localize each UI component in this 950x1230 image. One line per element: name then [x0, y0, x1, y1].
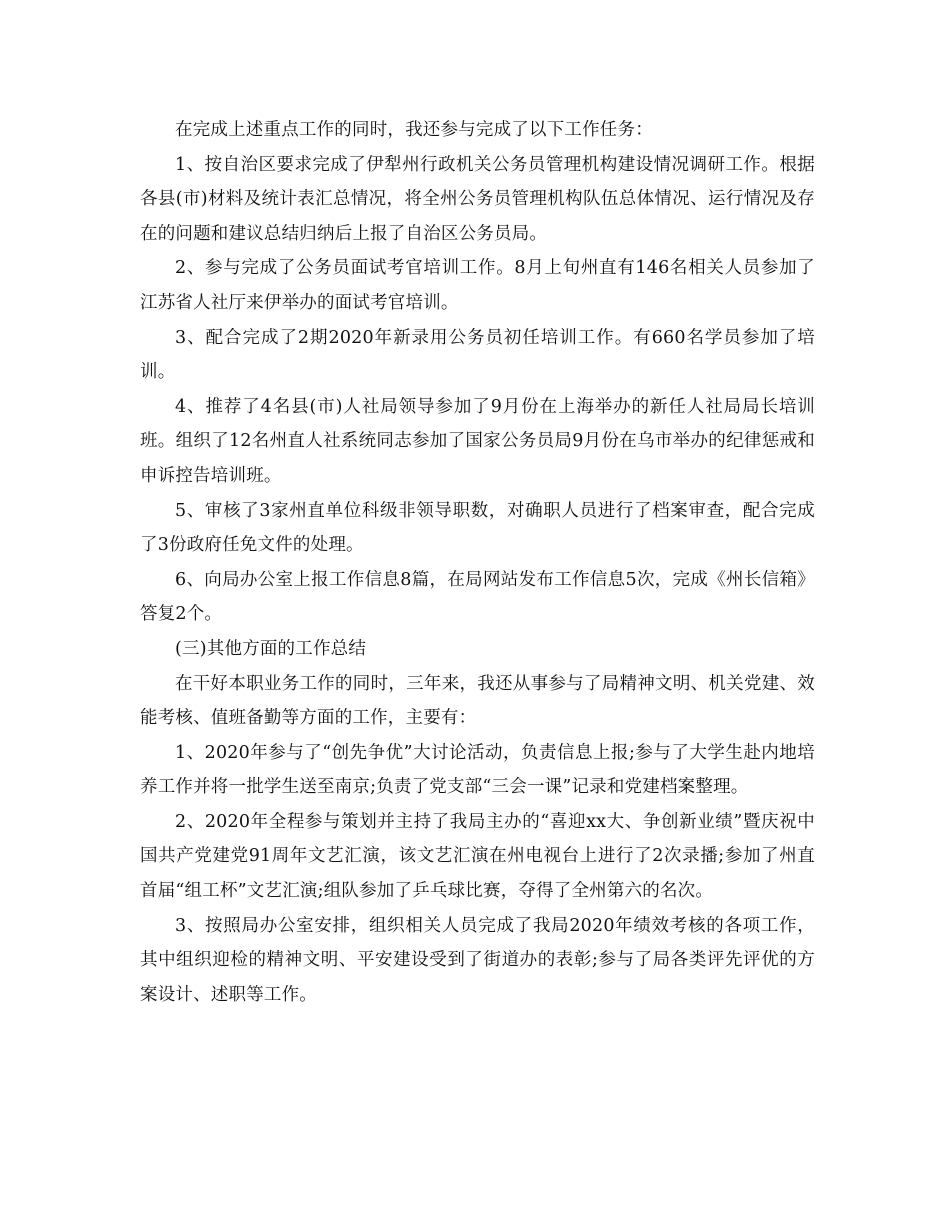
- paragraph-item-6: 6、向局办公室上报工作信息8篇，在局网站发布工作信息5次，完成《州长信箱》答复2个。: [140, 569, 815, 625]
- paragraph-item-2: 2、参与完成了公务员面试考官培训工作。8月上旬州直有146名相关人员参加了江苏省人社厅来伊举办的面试考官培训。: [140, 258, 815, 313]
- paragraph-other-1: 1、2020年参与了“创先争优”大讨论活动，负责信息上报;参与了大学生赴内地培养工作并将一批学生送至南京;负责了党支部“三会一课”记录和党建档案整理。: [140, 742, 815, 798]
- paragraph-item-5: 5、审核了3家州直单位科级非领导职数，对确职人员进行了档案审查，配合完成了3份政府任免文件的处理。: [140, 500, 815, 556]
- paragraph-other-3: 3、按照局办公室安排，组织相关人员完成了我局2020年绩效考核的各项工作，其中组织迎检的精神文明、平安建设受到了街道办的表彰;参与了局各类评先评优的方案设计、述职等工作。: [140, 915, 815, 1005]
- paragraph-item-4: 4、推荐了4名县(市)人社局领导参加了9月份在上海举办的新任人社局局长培训班。组织了12名州直人社系统同志参加了国家公务员局9月份在乌市举办的纪律惩戒和申诉控告培训班。: [140, 396, 815, 486]
- paragraph-intro: 在完成上述重点工作的同时，我还参与完成了以下工作任务：: [175, 120, 653, 140]
- paragraph-other-2: 2、2020年全程参与策划并主持了我局主办的“喜迎xx大、争创新业绩”暨庆祝中国共产党建党91周年文艺汇演，该文艺汇演在州电视台上进行了2次录播;参加了州直首届“组工杯”文艺汇演;组队参加了乒乓球比赛，夺得了全州第六的名次。: [140, 811, 815, 902]
- paragraph-item-1: 1、按自治区要求完成了伊犁州行政机关公务员管理机构建设情况调研工作。根据各县(市)材料及统计表汇总情况，将全州公务员管理机构队伍总体情况、运行情况及存在的问题和建议总结归纳后上报了自治区公务员局。: [140, 154, 815, 244]
- document-body: [140, 113, 815, 1012]
- paragraph-section-intro: 在干好本职业务工作的同时，三年来，我还从事参与了局精神文明、机关党建、效能考核、值班备勤等方面的工作，主要有：: [140, 673, 815, 729]
- section-heading: (三)其他方面的工作总结: [175, 638, 367, 659]
- paragraph-item-3: 3、配合完成了2期2020年新录用公务员初任培训工作。有660名学员参加了培训。: [140, 327, 815, 383]
